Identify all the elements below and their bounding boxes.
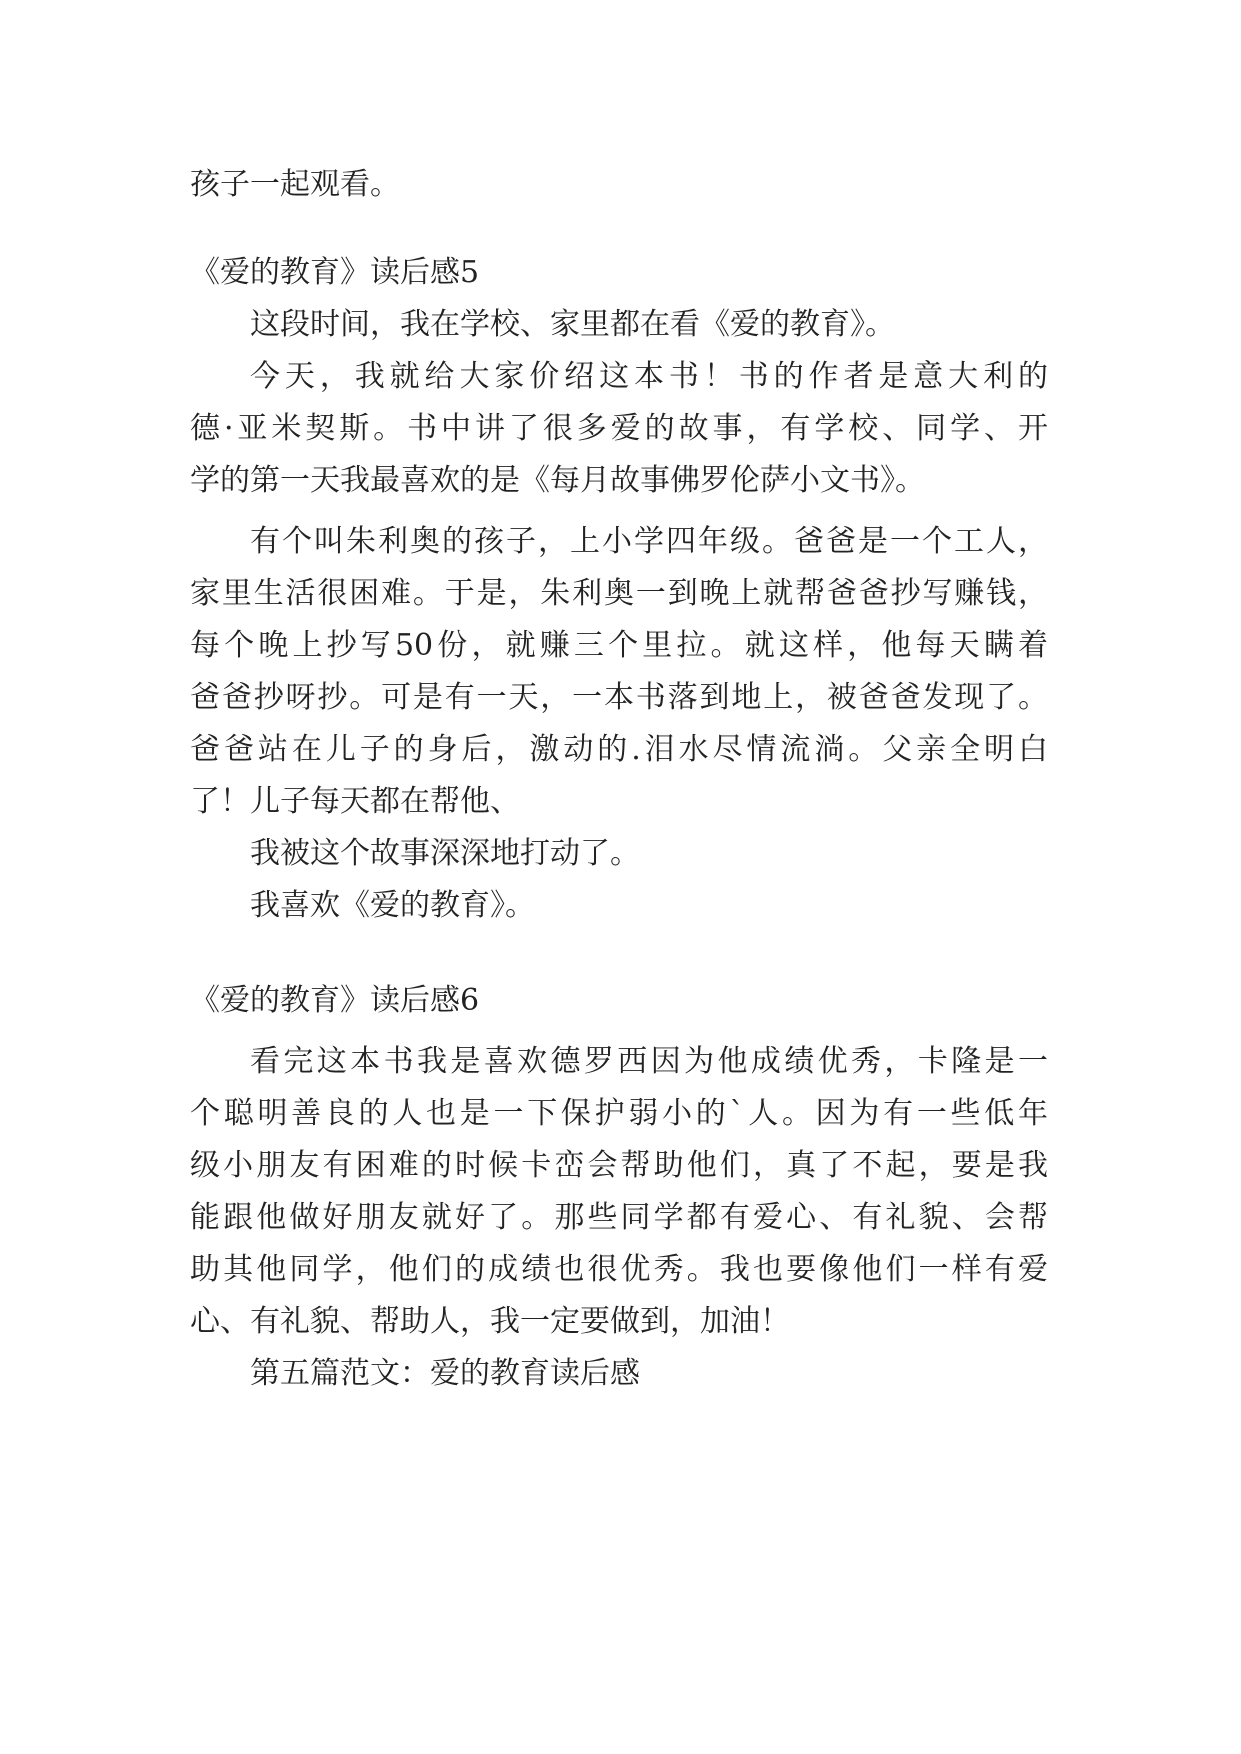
paragraph-line: 个聪明善良的人也是一下保护弱小的`人。因为有一些低年: [190, 1096, 1048, 1131]
paragraph-line: 爸爸抄呀抄。可是有一天，一本书落到地上，被爸爸发现了。: [190, 680, 1048, 715]
paragraph-line: 有个叫朱利奥的孩子，上小学四年级。爸爸是一个工人，: [250, 524, 1048, 559]
paragraph-line: 看完这本书我是喜欢德罗西因为他成绩优秀，卡隆是一: [250, 1044, 1048, 1079]
paragraph-line: 我喜欢《爱的教育》。: [250, 888, 535, 923]
paragraph-line: 我被这个故事深深地打动了。: [250, 836, 640, 871]
paragraph-line: 德·亚米契斯。书中讲了很多爱的故事，有学校、同学、开: [190, 411, 1048, 446]
paragraph-line: 学的第一天我最喜欢的是《每月故事佛罗伦萨小文书》。: [190, 463, 925, 498]
paragraph-line: 这段时间，我在学校、家里都在看《爱的教育》。: [250, 307, 895, 342]
paragraph-line: 今天，我就给大家价绍这本书！书的作者是意大利的: [250, 359, 1048, 394]
paragraph-line: 第五篇范文：爱的教育读后感: [250, 1356, 640, 1391]
paragraph-line: 每个晚上抄写50份，就赚三个里拉。就这样，他每天瞒着: [190, 628, 1048, 663]
paragraph-line: 家里生活很困难。于是，朱利奥一到晚上就帮爸爸抄写赚钱，: [190, 576, 1048, 611]
paragraph-line: 了！儿子每天都在帮他、: [190, 784, 520, 819]
paragraph-line: 级小朋友有困难的时候卡峦会帮助他们，真了不起，要是我: [190, 1148, 1048, 1183]
paragraph-line: 能跟他做好朋友就好了。那些同学都有爱心、有礼貌、会帮: [190, 1200, 1048, 1235]
paragraph-line: 孩子一起观看。: [190, 167, 400, 202]
section-heading: 《爱的教育》读后感6: [190, 983, 480, 1018]
paragraph-line: 助其他同学，他们的成绩也很优秀。我也要像他们一样有爱: [190, 1252, 1048, 1287]
paragraph-line: 心、有礼貌、帮助人，我一定要做到，加油！: [190, 1304, 790, 1339]
paragraph-line: 爸爸站在儿子的身后，激动的.泪水尽情流淌。父亲全明白: [190, 732, 1048, 767]
section-heading: 《爱的教育》读后感5: [190, 255, 480, 290]
